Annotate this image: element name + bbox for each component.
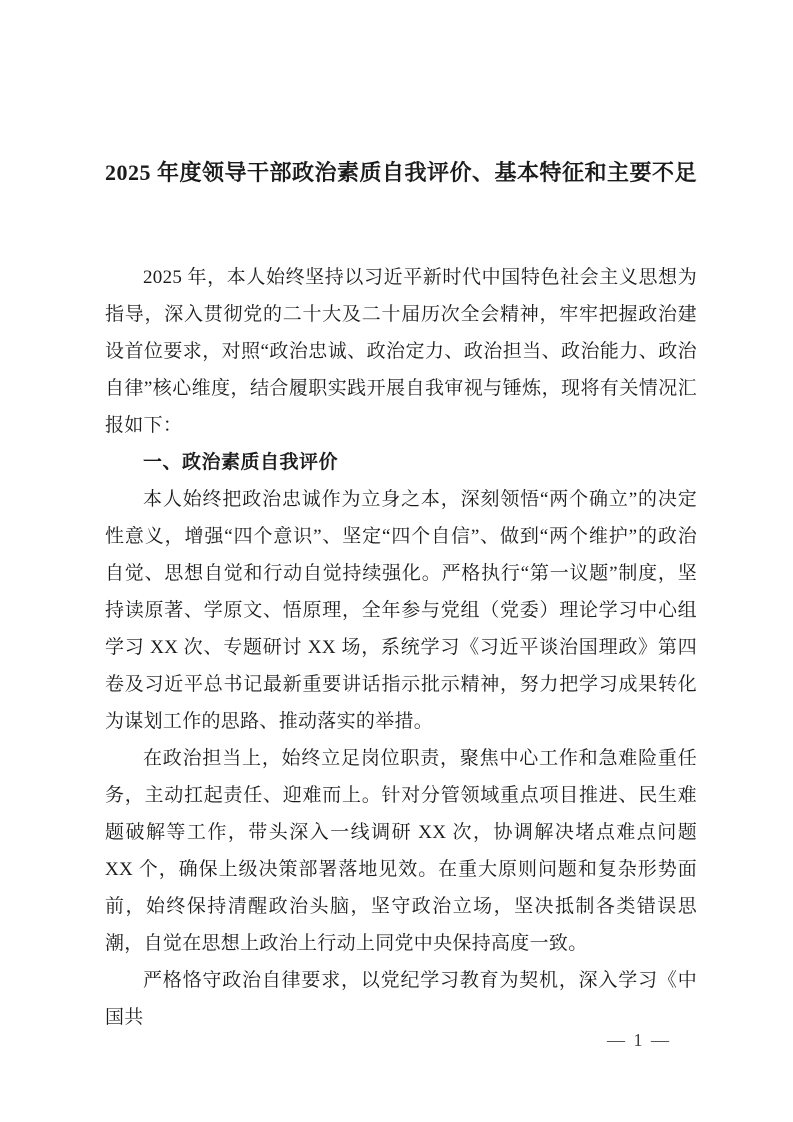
paragraph-political-responsibility: 在政治担当上，始终立足岗位职责，聚焦中心工作和急难险重任务，主动扛起责任、迎难而上。针对分管领域重点项目推进、民生难题破解等工作，带头深入一线调研 XX 次，协调解决堵点难点问题 XX 个，确保上级决策部署落地见效。在重大原则问题和复杂形势面前，始终保持清醒政治头脑，坚守政治立场，坚决抵制各类错误思潮，自觉在思想上政治上行动上同党中央保持高度一致。	[105, 748, 697, 954]
page-number: — 1 —	[607, 1030, 671, 1050]
paragraph-political-discipline: 严格恪守政治自律要求，以党纪学习教育为契机，深入学习《中国共	[105, 970, 697, 1028]
document-title: 2025 年度领导干部政治素质自我评价、基本特征和主要不足	[105, 160, 698, 185]
document-body	[105, 259, 697, 1036]
section-heading-political-quality: 一、政治素质自我评价	[143, 452, 339, 473]
paragraph-intro: 2025 年，本人始终坚持以习近平新时代中国特色社会主义思想为指导，深入贯彻党的二十大及二十届历次全会精神，牢牢把握政治建设首位要求，对照“政治忠诚、政治定力、政治担当、政治能力、政治自律”核心维度，结合履职实践开展自我审视与锤炼，现将有关情况汇报如下：	[105, 267, 697, 436]
paragraph-political-loyalty: 本人始终把政治忠诚作为立身之本，深刻领悟“两个确立”的决定性意义，增强“四个意识”、坚定“四个自信”、做到“两个维护”的政治自觉、思想自觉和行动自觉持续强化。严格执行“第一议题”制度，坚持读原著、学原文、悟原理，全年参与党组（党委）理论学习中心组学习 XX 次、专题研讨 XX 场，系统学习《习近平谈治国理政》第四卷及习近平总书记最新重要讲话指示批示精神，努力把学习成果转化为谋划工作的思路、推动落实的举措。	[105, 489, 697, 732]
